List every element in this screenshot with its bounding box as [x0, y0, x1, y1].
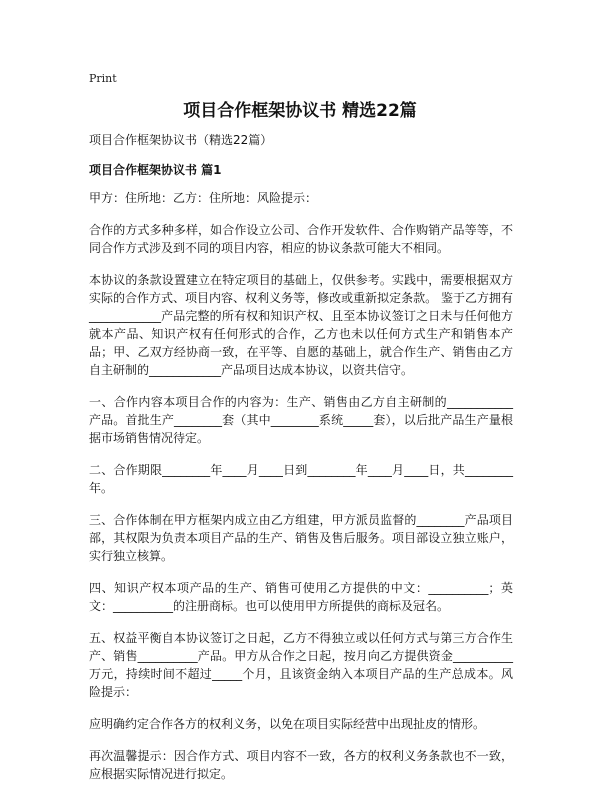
paragraph-reminder: 再次温馨提示：因合作方式、项目内容不一致，各方的权利义务条款也不一致，应根据实际情况进行拟定。	[89, 749, 513, 781]
paragraph-risk-note: 应明确约定合作各方的权利义务，以免在项目实际经营中出现扯皮的情形。	[89, 717, 486, 731]
paragraph-clause-5: 五、权益平衡自本协议签订之日起，乙方不得独立或以任何方式与第三方合作生产、销售__________产品。甲方从合作之日起，按月向乙方提供资金__________万元，持续时间不超过_____个月，且该资金纳入本项目产品的生产总成本。风险提示：	[89, 631, 513, 699]
paragraph-clause-1: 一、合作内容本项目合作的内容为：生产、销售由乙方自主研制的___________产品。首批生产________套（其中________系统_____套），以后批产品生产量根据市场销售情况待定。	[89, 395, 513, 445]
page-title: 项目合作框架协议书 精选22篇	[183, 101, 417, 121]
paragraph-cooperation-methods: 合作的方式多种多样，如合作设立公司、合作开发软件、合作购销产品等等，不同合作方式涉及到不同的项目内容，相应的协议条款可能大不相同。	[89, 223, 513, 255]
paragraph-parties: 甲方：住所地：乙方：住所地：风险提示：	[89, 191, 318, 205]
paragraph-clause-3: 三、合作体制在甲方框架内成立由乙方组建，甲方派员监督的________产品项目部，其权限为负责本项目产品的生产、销售及售后服务。项目部设立独立账户，实行独立核算。	[89, 513, 513, 563]
document-subtitle: 项目合作框架协议书（精选22篇）	[89, 133, 273, 147]
paragraph-clause-2: 二、合作期限________年____月____日到________年____月____日，共________年。	[89, 463, 513, 495]
section-heading: 项目合作框架协议书 篇1	[89, 163, 222, 177]
paragraph-clause-4: 四、知识产权本项产品的生产、销售可使用乙方提供的中文：__________；英文：__________的注册商标。也可以使用甲方所提供的商标及冠名。	[89, 581, 513, 613]
document-body	[89, 131, 513, 797]
paragraph-preamble: 本协议的条款设置建立在特定项目的基础上，仅供参考。实践中，需要根据双方实际的合作方式、项目内容、权利义务等，修改或重新拟定条款。 鉴于乙方拥有____________产品完整的所有权和知识产权、且至本协议签订之日未与任何他方就本产品、知识产权有任何形式的合作，乙方也未以任何方式生产和销售本产品；甲、乙双方经协商一致，在平等、自愿的基础上，就合作生产、销售由乙方自主研制的____________产品项目达成本协议，以资共信守。	[89, 273, 513, 377]
print-link[interactable]: Print	[89, 72, 117, 85]
